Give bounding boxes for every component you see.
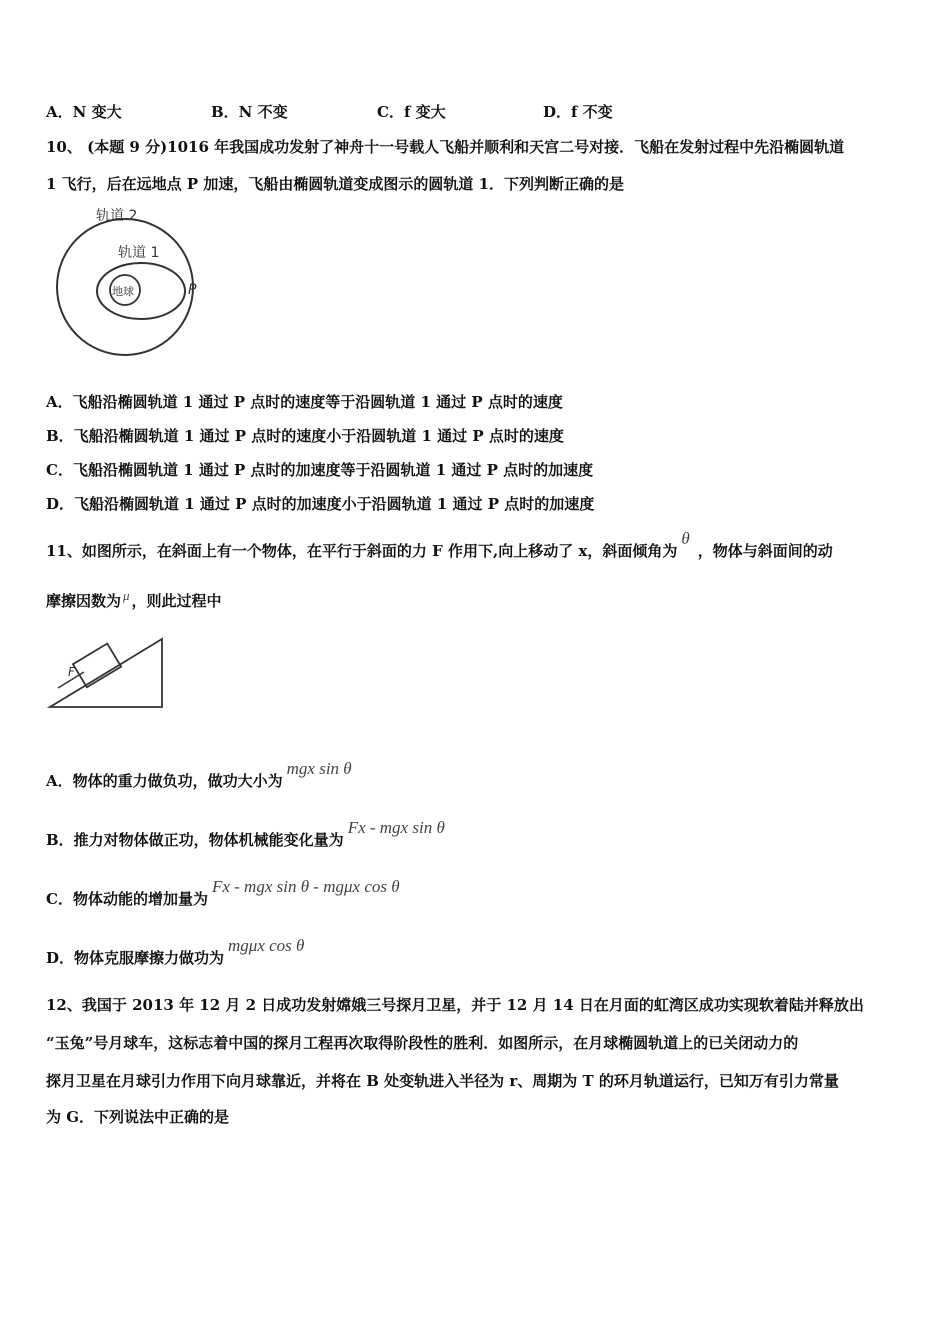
- q9-option-d: D．f 不变: [543, 103, 613, 121]
- q9-option-a: A．N 变大: [46, 103, 122, 121]
- q9-options: [46, 102, 613, 122]
- q10-option-c: C．飞船沿椭圆轨道 1 通过 P 点时的加速度等于沿圆轨道 1 通过 P 点时的加速度: [46, 461, 594, 479]
- q12-stem-line2: “玉兔”号月球车，这标志着中国的探月工程再次取得阶段性的胜利．如图所示，在月球椭圆轨道上的已关闭动力的: [46, 1034, 799, 1052]
- q11-option-b-text: B．推力对物体做正功，物体机械能变化量为: [46, 831, 344, 849]
- q11-stem-line2: [46, 588, 222, 612]
- q11-option-b-formula: Fx - mgx sin θ: [347, 818, 445, 837]
- q12-stem-line4: 为 G．下列说法中正确的是: [46, 1108, 230, 1126]
- q10-option-a: A．飞船沿椭圆轨道 1 通过 P 点时的速度等于沿圆轨道 1 通过 P 点时的速度: [46, 393, 563, 411]
- label-orbit-2: 轨道 2: [96, 208, 138, 224]
- q11-option-a-text: A．物体的重力做负功，做功大小为: [46, 772, 283, 790]
- q9-option-b: B．N 不变: [211, 103, 288, 121]
- q12-stem-line3: 探月卫星在月球引力作用下向月球靠近，并将在 B 处变轨进入半径为 r、周期为 T 的环月轨道运行，已知万有引力常量: [46, 1072, 839, 1090]
- label-earth: 地球: [112, 285, 134, 298]
- q11-option-a: [46, 759, 352, 791]
- label-force-f: F: [68, 665, 75, 679]
- q10-option-b: B．飞船沿椭圆轨道 1 通过 P 点时的速度小于沿圆轨道 1 通过 P 点时的速度: [46, 427, 564, 445]
- q11-option-a-formula: mgx sin θ: [286, 759, 352, 778]
- q10-stem-line2: 1 飞行，后在远地点 P 加速，飞船由椭圆轨道变成图示的圆轨道 1．下列判断正确的是: [46, 175, 625, 193]
- q10-option-d: D．飞船沿椭圆轨道 1 通过 P 点时的加速度小于沿圆轨道 1 通过 P 点时的加速度: [46, 495, 595, 513]
- q12-stem-line1: 12、我国于 2013 年 12 月 2 日成功发射嫦娥三号探月卫星，并于 12 月 14 日在月面的虹湾区成功实现软着陆并释放出: [46, 996, 864, 1014]
- label-point-p: P: [188, 282, 197, 298]
- q10-orbit-figure: [40, 200, 215, 370]
- q11-stem-line2-part2: ，则此过程中: [131, 592, 222, 610]
- q11-stem-line1-part1: 11、如图所示，在斜面上有一个物体，在平行于斜面的力 F 作用下,向上移动了 x，斜面倾角为: [46, 542, 678, 560]
- q11-incline-figure: [44, 632, 174, 717]
- q11-stem-line2-part1: 摩擦因数为: [46, 592, 122, 610]
- q11-option-b: [46, 818, 445, 850]
- q11-option-d-text: D．物体克服摩擦力做功为: [46, 949, 225, 967]
- block-on-incline: [73, 644, 121, 688]
- q11-option-c: [46, 877, 400, 909]
- q11-stem-line1-part2: ，物体与斜面间的动: [697, 542, 833, 560]
- q11-stem-line1: [46, 529, 833, 561]
- theta-symbol: θ: [681, 529, 690, 548]
- mu-symbol: μ: [123, 588, 130, 603]
- q11-option-d-formula: mgμx cos θ: [228, 936, 305, 955]
- q11-option-c-formula: Fx - mgx sin θ - mgμx cos θ: [211, 877, 400, 896]
- q11-option-c-text: C．物体动能的增加量为: [46, 890, 208, 908]
- incline-triangle: [50, 639, 162, 707]
- q11-option-d: [46, 936, 305, 968]
- q9-option-c: C．f 变大: [377, 103, 446, 121]
- label-orbit-1: 轨道 1: [118, 245, 160, 261]
- q10-stem-line1: 10、 (本题 9 分)1016 年我国成功发射了神舟十一号载人飞船并顺利和天宫二号对接．飞船在发射过程中先沿椭圆轨道: [46, 138, 845, 156]
